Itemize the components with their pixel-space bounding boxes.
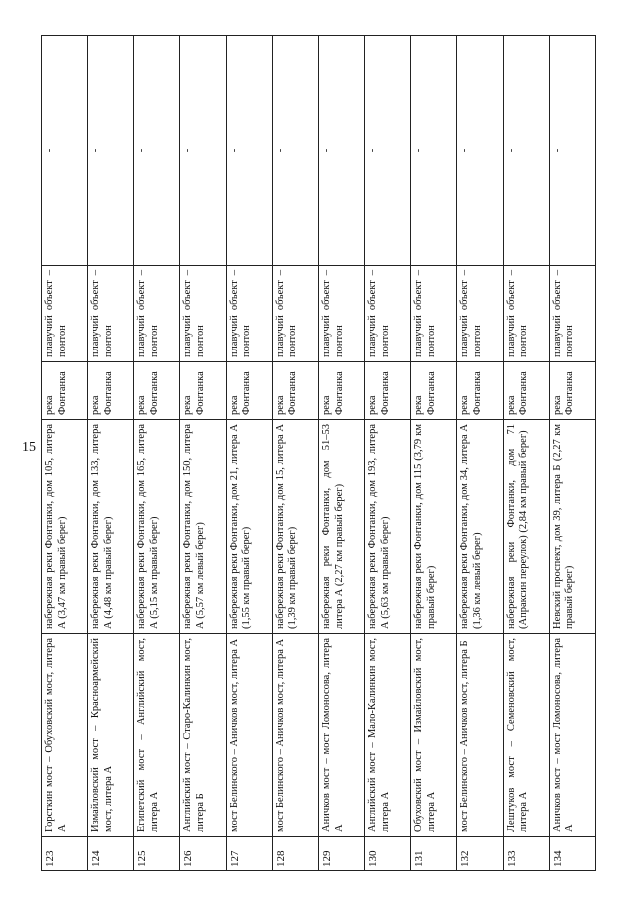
table-row: [272, 36, 318, 871]
section-name: Аничков мост – мост Ломоносова, литера А: [318, 634, 364, 837]
table-row: [549, 36, 595, 871]
note-cell: -: [457, 36, 503, 266]
address: набережная реки Фонтанки, дом 193, литера А (5,63 км правый берег): [365, 420, 411, 634]
river-name: река Фонтанка: [42, 362, 88, 420]
section-name: Лештуков мост – Семеновский мост, литера А: [503, 634, 549, 837]
object-type: плавучий объект – понтон: [180, 266, 226, 362]
table-row: [134, 36, 180, 871]
address: набережная реки Фонтанки, дом 115 (3,79 км правый берег): [411, 420, 457, 634]
section-name: Обуховский мост – Измайловский мост, литера А: [411, 634, 457, 837]
note-cell: -: [88, 36, 134, 266]
river-name: река Фонтанка: [411, 362, 457, 420]
row-number: 124: [88, 837, 134, 871]
object-type: плавучий объект – понтон: [457, 266, 503, 362]
river-name: река Фонтанка: [365, 362, 411, 420]
row-number: 130: [365, 837, 411, 871]
address: набережная реки Фонтанки, дом 34, литера А (1,36 км левый берег): [457, 420, 503, 634]
row-number: 125: [134, 837, 180, 871]
section-name: Английский мост – Мало-Калинкин мост, литера А: [365, 634, 411, 837]
object-type: плавучий объект – понтон: [226, 266, 272, 362]
row-number: 134: [549, 837, 595, 871]
table-row: [42, 36, 88, 871]
table-row: [226, 36, 272, 871]
section-name: мост Белинского – Аничков мост, литера Б: [457, 634, 503, 837]
object-type: плавучий объект – понтон: [503, 266, 549, 362]
row-number: 129: [318, 837, 364, 871]
river-name: река Фонтанка: [549, 362, 595, 420]
river-name: река Фонтанка: [457, 362, 503, 420]
section-name: Аничков мост – мост Ломоносова, литера А: [549, 634, 595, 837]
table-body: [42, 36, 596, 871]
object-type: плавучий объект – понтон: [42, 266, 88, 362]
table-row: [457, 36, 503, 871]
note-cell: -: [42, 36, 88, 266]
address: набережная реки Фонтанки, дом 105, литера А (3,47 км правый берег): [42, 420, 88, 634]
note-cell: -: [549, 36, 595, 266]
row-number: 132: [457, 837, 503, 871]
table-row: [318, 36, 364, 871]
table-row: [503, 36, 549, 871]
address: набережная реки Фонтанки, дом 133, литера А (4,48 км правый берег): [88, 420, 134, 634]
object-type: плавучий объект – понтон: [549, 266, 595, 362]
address: набережная реки Фонтанки, дом 15, литера А (1,39 км правый берег): [272, 420, 318, 634]
object-type: плавучий объект – понтон: [134, 266, 180, 362]
table-row: [365, 36, 411, 871]
section-name: Горсткин мост – Обуховский мост, литера А: [42, 634, 88, 837]
table-row: [411, 36, 457, 871]
note-cell: -: [411, 36, 457, 266]
object-type: плавучий объект – понтон: [365, 266, 411, 362]
address: набережная реки Фонтанки, дом 51–53 литера А (2,27 км правый берег): [318, 420, 364, 634]
row-number: 128: [272, 837, 318, 871]
note-cell: -: [134, 36, 180, 266]
row-number: 123: [42, 837, 88, 871]
row-number: 126: [180, 837, 226, 871]
section-name: Измайловский мост – Красноармейский мост, литера А: [88, 634, 134, 837]
address: набережная реки Фонтанки, дом 150, литера А (5,57 км левый берег): [180, 420, 226, 634]
row-number: 131: [411, 837, 457, 871]
river-name: река Фонтанка: [88, 362, 134, 420]
object-type: плавучий объект – понтон: [272, 266, 318, 362]
note-cell: -: [503, 36, 549, 266]
object-type: плавучий объект – понтон: [88, 266, 134, 362]
river-name: река Фонтанка: [226, 362, 272, 420]
note-cell: -: [180, 36, 226, 266]
note-cell: -: [272, 36, 318, 266]
river-name: река Фонтанка: [272, 362, 318, 420]
table-row: [88, 36, 134, 871]
note-cell: -: [365, 36, 411, 266]
section-name: Английский мост – Старо-Калинкин мост, литера Б: [180, 634, 226, 837]
note-cell: -: [226, 36, 272, 266]
row-number: 133: [503, 837, 549, 871]
section-name: мост Белинского – Аничков мост, литера А: [226, 634, 272, 837]
note-cell: -: [318, 36, 364, 266]
river-name: река Фонтанка: [180, 362, 226, 420]
registry-table: [41, 35, 596, 871]
river-name: река Фонтанка: [503, 362, 549, 420]
table-row: [180, 36, 226, 871]
address: Невский проспект, дом 39, литера Б (2,27 км правый берег): [549, 420, 595, 634]
river-name: река Фонтанка: [318, 362, 364, 420]
registry-table-container: [41, 36, 596, 871]
section-name: Египетский мост – Английский мост, литера А: [134, 634, 180, 837]
object-type: плавучий объект – понтон: [411, 266, 457, 362]
section-name: мост Белинского – Аничков мост, литера А: [272, 634, 318, 837]
row-number: 127: [226, 837, 272, 871]
river-name: река Фонтанка: [134, 362, 180, 420]
object-type: плавучий объект – понтон: [318, 266, 364, 362]
address: набережная реки Фонтанки, дом 21, литера А (1,55 км правый берег): [226, 420, 272, 634]
address: набережная реки Фонтанки, дом 71 (Апраксин переулок) (2,84 км правый берег): [503, 420, 549, 634]
address: набережная реки Фонтанки, дом 165, литера А (5,15 км правый берег): [134, 420, 180, 634]
page-number: 15: [22, 440, 36, 455]
